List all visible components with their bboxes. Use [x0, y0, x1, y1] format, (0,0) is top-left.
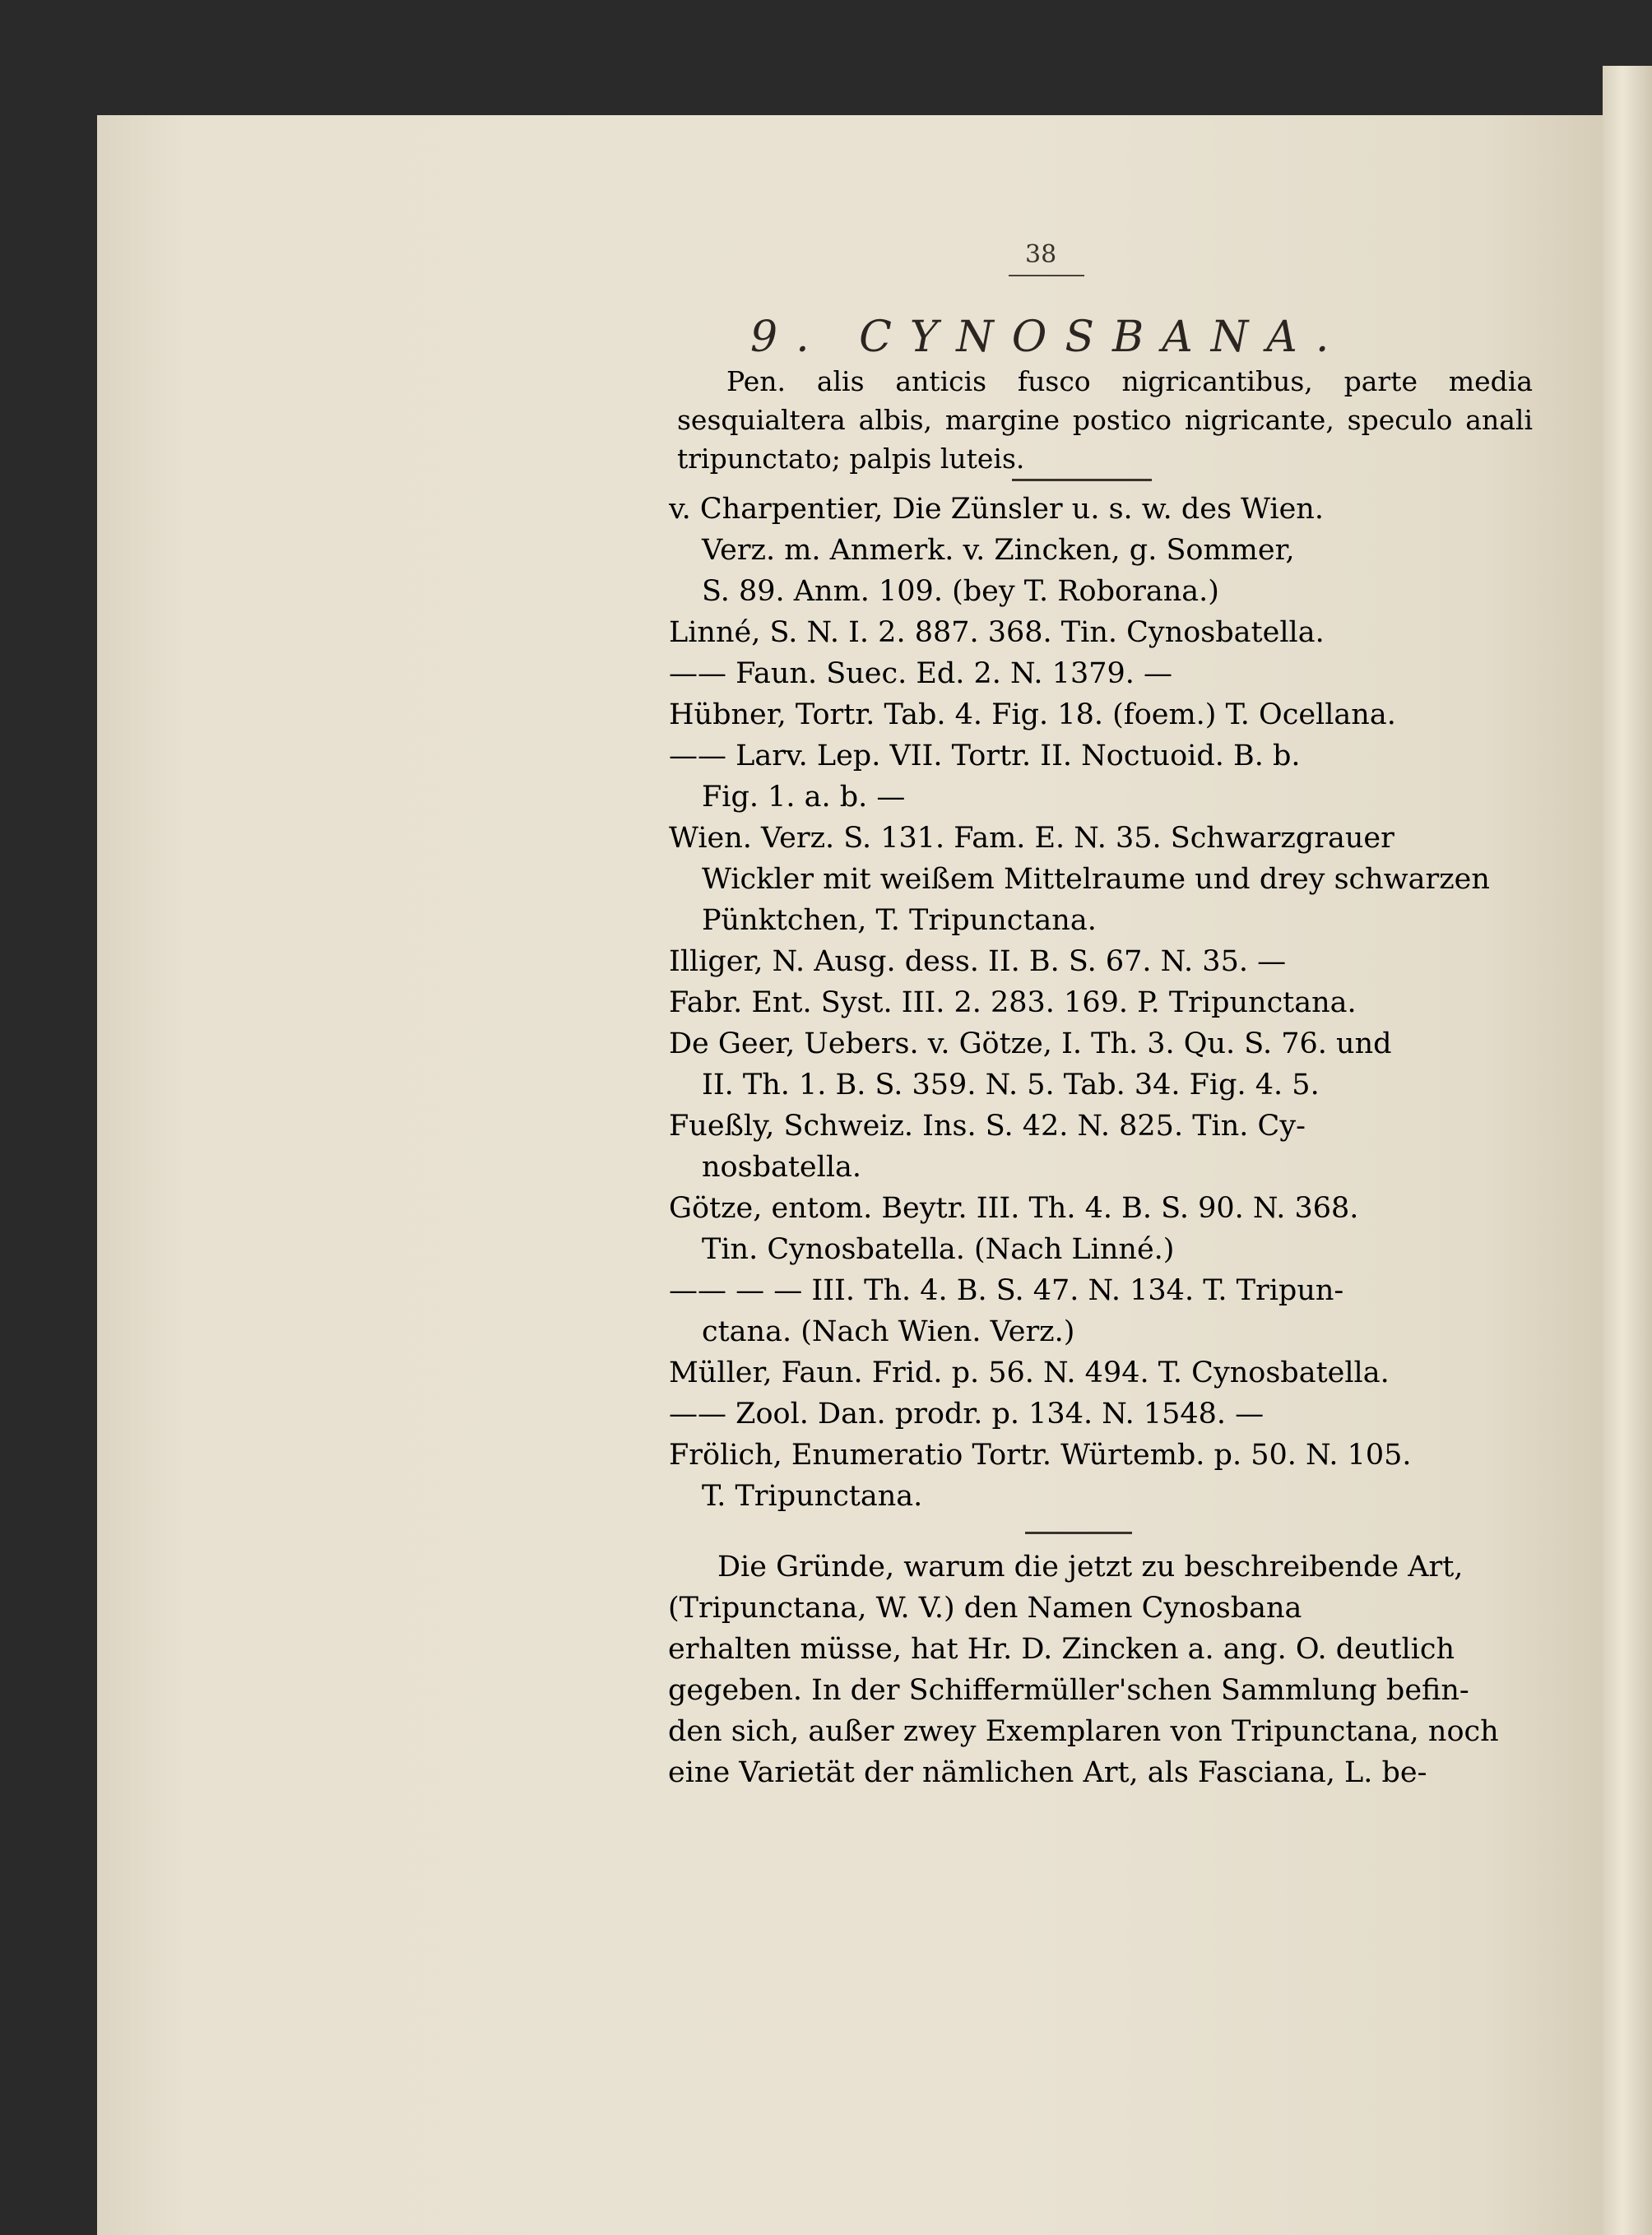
reference-line: Müller, Faun. Frid. p. 56. N. 494. T. Cynosbatella.: [669, 1356, 1390, 1389]
reference-line: De Geer, Uebers. v. Götze, I. Th. 3. Qu. S. 76. und: [669, 1027, 1392, 1060]
references-list: [669, 489, 1533, 1517]
reference-line: Linné, S. N. I. 2. 887. 368. Tin. Cynosbatella.: [669, 616, 1325, 649]
page-number-rule: [1009, 275, 1084, 276]
reference-line: —— Larv. Lep. VII. Tortr. II. Noctuoid. B. b.: [669, 740, 1301, 772]
reference-line: Verz. m. Anmerk. v. Zincken, g. Sommer,: [702, 534, 1295, 567]
page-edge: [1603, 66, 1652, 2235]
reference-line: Fueßly, Schweiz. Ins. S. 42. N. 825. Tin. Cy-: [669, 1110, 1306, 1143]
paragraph-line: den sich, außer zwey Exemplaren von Tripunctana, noch: [668, 1715, 1499, 1748]
paragraph-line: erhalten müsse, hat Hr. D. Zincken a. ang. O. deutlich: [668, 1633, 1455, 1666]
section-divider: [1025, 1532, 1132, 1534]
species-heading: 9. CYNOSBANA.: [750, 313, 1348, 362]
reference-line: Wien. Verz. S. 131. Fam. E. N. 35. Schwarzgrauer: [669, 822, 1394, 855]
species-diagnosis: Pen. alis anticis fusco nigricantibus, parte media sesquialtera albis, margine postico nigricante, speculo anali tripunctato; palpis luteis.: [677, 365, 1533, 475]
reference-line: —— — — III. Th. 4. B. S. 47. N. 134. T. Tripun-: [669, 1274, 1344, 1307]
reference-line: —— Faun. Suec. Ed. 2. N. 1379. —: [669, 657, 1173, 690]
reference-line: Pünktchen, T. Tripunctana.: [702, 904, 1097, 937]
paragraph-line: gegeben. In der Schiffermüller'schen Sammlung befin-: [668, 1674, 1469, 1707]
reference-line: Hübner, Tortr. Tab. 4. Fig. 18. (foem.) T. Ocellana.: [669, 698, 1396, 731]
body-paragraph: [668, 1546, 1532, 1793]
page-number: 38: [1025, 240, 1057, 269]
paragraph-line: eine Varietät der nämlichen Art, als Fasciana, L. be-: [668, 1756, 1427, 1789]
reference-line: Wickler mit weißem Mittelraume und drey schwarzen: [702, 863, 1490, 896]
section-divider: [1012, 479, 1152, 481]
reference-line: Fabr. Ent. Syst. III. 2. 283. 169. P. Tripunctana.: [669, 986, 1357, 1019]
reference-line: Illiger, N. Ausg. dess. II. B. S. 67. N. 35. —: [669, 945, 1287, 978]
paragraph-line: (Tripunctana, W. V.) den Namen Cynosbana: [668, 1592, 1302, 1625]
reference-line: T. Tripunctana.: [702, 1480, 923, 1513]
reference-line: ctana. (Nach Wien. Verz.): [702, 1315, 1075, 1348]
reference-line: v. Charpentier, Die Zünsler u. s. w. des Wien.: [669, 493, 1324, 526]
paragraph-line: Die Gründe, warum die jetzt zu beschreibende Art,: [717, 1551, 1464, 1584]
reference-line: Götze, entom. Beytr. III. Th. 4. B. S. 90. N. 368.: [669, 1192, 1359, 1225]
reference-line: Fig. 1. a. b. —: [702, 781, 906, 814]
reference-line: Tin. Cynosbatella. (Nach Linné.): [702, 1233, 1175, 1266]
reference-line: Frölich, Enumeratio Tortr. Würtemb. p. 50. N. 105.: [669, 1439, 1412, 1472]
reference-line: nosbatella.: [702, 1151, 862, 1184]
reference-line: II. Th. 1. B. S. 359. N. 5. Tab. 34. Fig. 4. 5.: [702, 1069, 1320, 1101]
reference-line: S. 89. Anm. 109. (bey T. Roborana.): [702, 575, 1219, 608]
reference-line: —— Zool. Dan. prodr. p. 134. N. 1548. —: [669, 1398, 1265, 1430]
